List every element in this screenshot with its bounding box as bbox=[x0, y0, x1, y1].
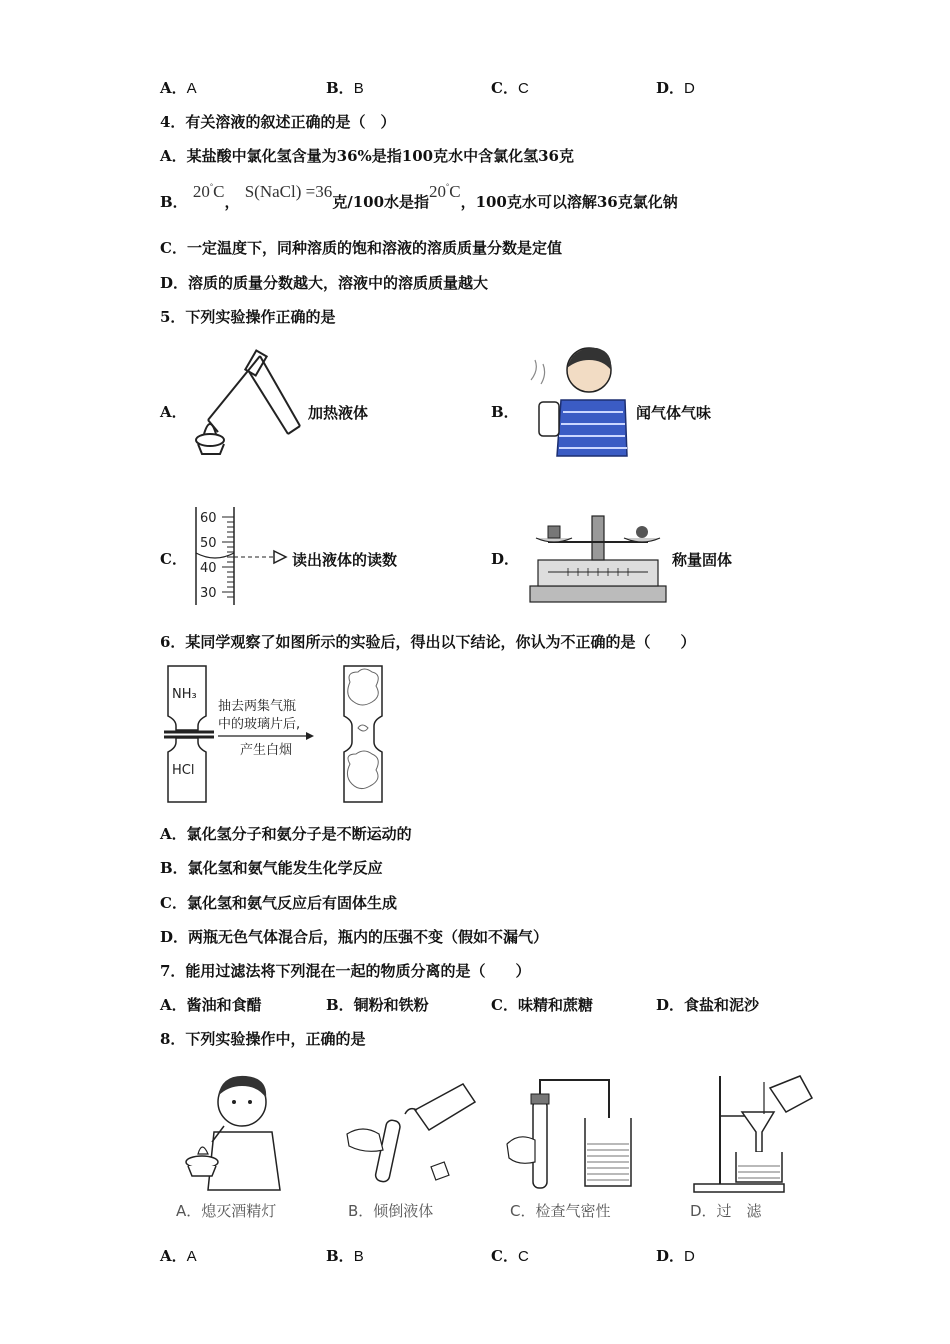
temp-20c-2: 20°C bbox=[429, 182, 461, 201]
q4-option-a: A．某盐酸中氯化氢含量为36%是指100克水中含氯化氢36克 bbox=[160, 147, 574, 165]
figure-text-line3: 产生白烟 bbox=[240, 743, 293, 758]
q4-stem: 4．有关溶液的叙述正确的是（ ） bbox=[160, 113, 396, 131]
temp-20c-1: 20°C bbox=[192, 182, 225, 201]
q5-caption-c: 读出液体的读数 bbox=[292, 551, 398, 569]
nh3-label: NH₃ bbox=[172, 687, 197, 702]
q7-option-b: B．铜粉和铁粉 bbox=[326, 996, 429, 1014]
figure-text-line1: 抽去两集气瓶 bbox=[218, 699, 297, 714]
hcl-label: HCl bbox=[172, 763, 195, 778]
q3-option-b: B．B bbox=[326, 79, 364, 97]
q7-option-d: D．食盐和泥沙 bbox=[656, 996, 760, 1014]
q8-option-a: A．A bbox=[160, 1247, 197, 1265]
q5-letter-c: C． bbox=[160, 550, 187, 568]
q3-option-d: D．D bbox=[656, 79, 695, 97]
pour-liquid-figure bbox=[345, 1080, 480, 1192]
q8-option-d: D．D bbox=[656, 1247, 695, 1265]
figure-text-line2: 中的玻璃片后, bbox=[218, 717, 301, 732]
graduated-cylinder-figure bbox=[190, 505, 290, 607]
q5-caption-b: 闻气体气味 bbox=[636, 404, 712, 422]
q5-letter-a: A． bbox=[160, 403, 187, 421]
q4-option-b: B． 20°C， S(NaCl) =36克/100水是指20°C，100克水可以溶解36克氯化钠 bbox=[160, 182, 678, 211]
q8-caption-d: D．过 滤 bbox=[690, 1202, 762, 1220]
gas-diffusion-figure bbox=[164, 662, 394, 804]
q5-letter-d: D． bbox=[491, 550, 520, 568]
q5-caption-d: 称量固体 bbox=[672, 551, 733, 569]
smelling-gas-figure bbox=[517, 340, 632, 458]
q3-option-a: A．A bbox=[160, 79, 197, 97]
q4-option-d: D．溶质的质量分数越大，溶液中的溶质质量越大 bbox=[160, 274, 489, 292]
q3-option-c: C．C bbox=[491, 79, 529, 97]
q8-option-b: B．B bbox=[326, 1247, 364, 1265]
tick-50: 50 bbox=[200, 536, 217, 551]
tick-40: 40 bbox=[200, 561, 217, 576]
q8-stem: 8．下列实验操作中，正确的是 bbox=[160, 1030, 366, 1048]
filtration-figure bbox=[690, 1072, 815, 1194]
q5-stem: 5．下列实验操作正确的是 bbox=[160, 308, 336, 326]
q6-option-c: C．氯化氢和氨气反应后有固体生成 bbox=[160, 894, 397, 912]
q8-caption-b: B．倾倒液体 bbox=[348, 1202, 434, 1220]
q7-option-a: A．酱油和食醋 bbox=[160, 996, 262, 1014]
q7-stem: 7．能用过滤法将下列混在一起的物质分离的是（ ） bbox=[160, 962, 531, 980]
q8-caption-a: A．熄灭酒精灯 bbox=[176, 1202, 277, 1220]
tick-30: 30 bbox=[200, 586, 217, 601]
balance-figure bbox=[528, 512, 668, 604]
heating-liquid-figure bbox=[188, 348, 308, 460]
q7-option-c: C．味精和蔗糖 bbox=[491, 996, 593, 1014]
q6-option-a: A．氯化氢分子和氨分子是不断运动的 bbox=[160, 825, 412, 843]
q8-caption-c: C．检查气密性 bbox=[510, 1202, 611, 1220]
q4-option-c: C．一定温度下，同种溶质的饱和溶液的溶质质量分数是定值 bbox=[160, 239, 562, 257]
eye-icon bbox=[274, 551, 286, 563]
q6-stem: 6．某同学观察了如图所示的实验后，得出以下结论，你认为不正确的是（ ） bbox=[160, 633, 696, 651]
q6-option-d: D．两瓶无色气体混合后，瓶内的压强不变（假如不漏气） bbox=[160, 928, 549, 946]
q6-option-b: B．氯化氢和氨气能发生化学反应 bbox=[160, 859, 383, 877]
q8-option-c: C．C bbox=[491, 1247, 529, 1265]
airtightness-check-figure bbox=[505, 1074, 635, 1192]
q5-caption-a: 加热液体 bbox=[308, 404, 369, 422]
solubility-expression: S(NaCl) =36 bbox=[244, 182, 333, 201]
tick-60: 60 bbox=[200, 511, 217, 526]
extinguish-lamp-figure bbox=[180, 1072, 310, 1192]
q5-letter-b: B． bbox=[491, 403, 519, 421]
